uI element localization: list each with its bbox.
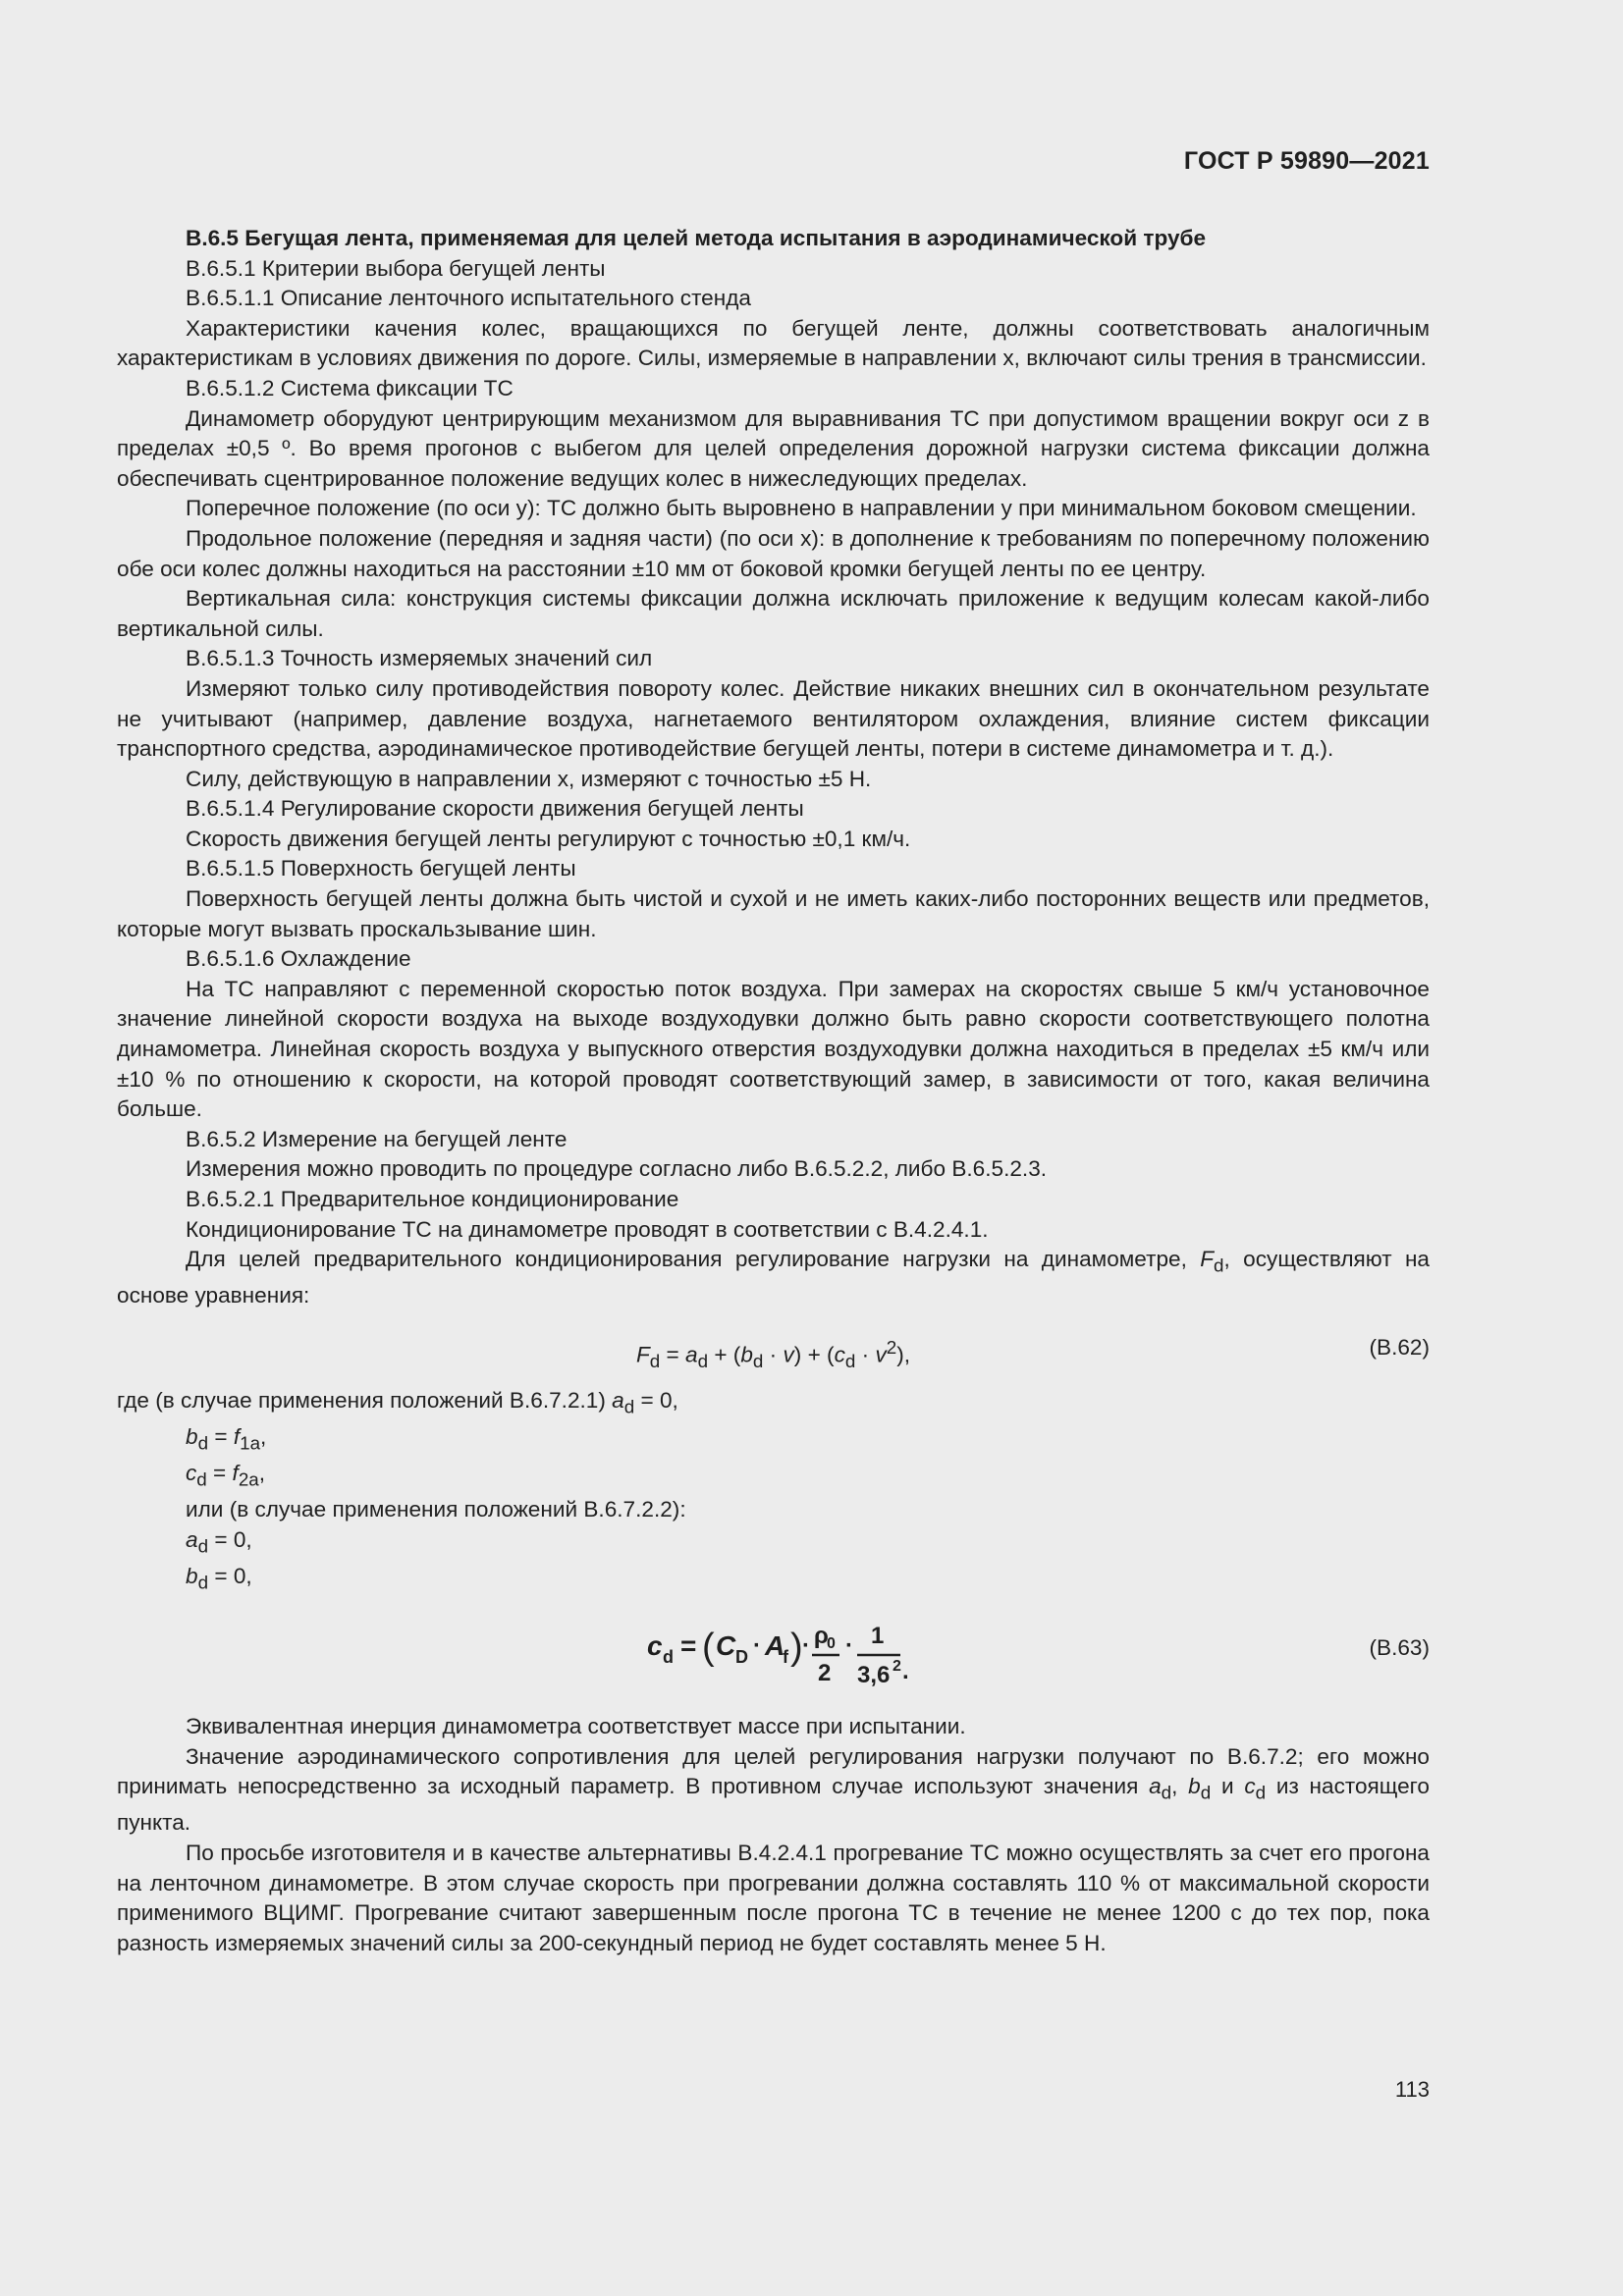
aero-paragraph: Значение аэродинамического сопротивления для целей регулирования нагрузки получают по В.6.7.2; его можно принимать непосредственно за исходный параметр. В противном случае используют значения $a_d$, $b_d$ и $c_d$ из настоящего пункта. xyxy=(117,1743,1430,1836)
subsection-title: В.6.5.2 Измерение на бегущей ленте xyxy=(186,1126,568,1151)
paragraph: Эквивалентная инерция динамометра соответствует массе при испытании. xyxy=(186,1714,966,1739)
subsection-title: В.6.5.1 Критерии выбора бегущей ленты xyxy=(186,255,606,281)
equation-b62-formula: $F_d = a_d + (b_d \cdot v) + (c_d \cdot v^2)$, xyxy=(635,1336,911,1371)
svg-text:2: 2 xyxy=(893,1658,901,1676)
equation-b62-number: (В.62) xyxy=(1369,1334,1430,1360)
where-ad-zero: $a_d = 0$, xyxy=(186,1526,252,1557)
where-line: где (в случае применения положений В.6.7.2.1) $a_d = 0$, xyxy=(117,1387,678,1417)
paragraph: На ТС направляют с переменной скоростью поток воздуха. При замерах на скоростях свыше 5 км/ч установочное значение линейной скорости воздуха на выходе воздуходувки должно быть равно скорости соответствующего полотна динамометра. Линейная скорость воздуха у выпускного отверстия воздуходувки должна находиться в пределах ±5 км/ч или ±10 % по отношению к скорости, на которой проводят соответствующий замер, в зависимости от того, какая величина больше. xyxy=(117,976,1430,1122)
svg-text:ρ: ρ xyxy=(814,1623,829,1650)
page-number: 113 xyxy=(1394,2077,1430,2102)
svg-text:1: 1 xyxy=(871,1623,885,1650)
svg-text:d: d xyxy=(663,1647,674,1668)
svg-text:): ) xyxy=(790,1627,803,1669)
subsection-title: В.6.5.1.3 Точность измеряемых значений сил xyxy=(186,646,653,671)
svg-text:=: = xyxy=(680,1630,697,1662)
svg-text:c: c xyxy=(647,1630,663,1662)
paragraph: Измеряют только силу противодействия повороту колес. Действие никаких внешних сил в окончательном результате не учитывают (например, давление воздуха, нагнетаемого вентилятором охлаждения, влияние систем фиксации транспортного средства, аэродинамическое противодействие бегущей ленты, потери в системе динамометра и т. д.). xyxy=(117,675,1430,762)
subsection-title: В.6.5.1.1 Описание ленточного испытательного стенда xyxy=(186,286,751,311)
where-bd: $b_d = f_{1a}$, xyxy=(186,1424,267,1454)
svg-text:(: ( xyxy=(702,1627,715,1669)
paragraph: Динамометр оборудуют центрирующим механизмом для выравнивания ТС при допустимом вращении вокруг оси z в пределах ±0,5 º. Во время прогонов с выбегом для целей определения дорожной нагрузки система фиксации должна обеспечивать сцентрированное положение ведущих колес в нижеследующих пределах. xyxy=(117,405,1430,491)
paragraph: Характеристики качения колес, вращающихся по бегущей ленте, должны соответствовать аналогичным характеристикам в условиях движения по дороге. Силы, измеряемые в направлении x, включают силы трения в трансмиссии. xyxy=(117,315,1430,371)
where-or: или (в случае применения положений В.6.7.2.2): xyxy=(186,1497,686,1522)
svg-text:2: 2 xyxy=(818,1660,832,1687)
subsection-title: В.6.5.2.1 Предварительное кондиционирование xyxy=(186,1187,679,1211)
paragraph: Поверхность бегущей ленты должна быть чистой и сухой и не иметь каких-либо посторонних веществ или предметов, которые могут вызвать проскальзывание шин. xyxy=(117,886,1430,941)
subsection-title: В.6.5.1.6 Охлаждение xyxy=(186,946,411,972)
equation-b62 xyxy=(117,1319,1430,1378)
paragraph: Кондиционирование ТС на динамометре проводят в соответствии с В.4.2.4.1. xyxy=(186,1216,989,1242)
svg-text:·: · xyxy=(802,1632,810,1660)
document-header: ГОСТ Р 59890—2021 xyxy=(1183,147,1430,175)
document-body xyxy=(117,224,1430,1958)
svg-text:·: · xyxy=(845,1632,853,1660)
subsection-title: В.6.5.1.2 Система фиксации ТС xyxy=(186,375,514,400)
paragraph: Продольное положение (передняя и задняя части) (по оси x): в дополнение к требованиям по поперечному положению обе оси колес должны находиться на расстоянии ±10 мм от боковой кромки бегущей ленты по ее центру. xyxy=(117,525,1430,581)
paragraph: Измерения можно проводить по процедуре согласно либо В.6.5.2.2, либо В.6.5.2.3. xyxy=(186,1156,1048,1182)
section-heading: В.6.5 Бегущая лента, применяемая для целей метода испытания в аэродинамической трубе xyxy=(186,226,1207,250)
text-blocks xyxy=(117,224,1430,1245)
final-paragraph: По просьбе изготовителя и в качестве альтернативы В.4.2.4.1 прогревание ТС можно осуществлять за счет его прогона на ленточном динамометре. В этом случае скорость при прогревании должна составлять 110 % от максимальной скорости применимого ВЦИМГ. Прогревание считают завершенным после прогона ТС в течение не менее 1200 с до тех пор, пока разность измеряемых значений силы за 200-секундный период не будет составлять менее 5 Н. xyxy=(117,1840,1430,1955)
equation-b63-number: (В.63) xyxy=(1369,1635,1430,1661)
svg-text:3,6: 3,6 xyxy=(857,1662,891,1689)
equation-b63 xyxy=(117,1610,1430,1698)
svg-text:D: D xyxy=(735,1647,748,1668)
svg-text:·: · xyxy=(753,1632,761,1660)
where-bd-zero: $b_d = 0$, xyxy=(186,1563,252,1593)
svg-text:.: . xyxy=(902,1658,909,1685)
svg-text:A: A xyxy=(765,1630,785,1662)
after-blocks xyxy=(117,1712,1430,1742)
svg-text:f: f xyxy=(783,1647,788,1668)
subsection-title: В.6.5.1.5 Поверхность бегущей ленты xyxy=(186,856,576,881)
subsection-title: В.6.5.1.4 Регулирование скорости движения бегущей ленты xyxy=(186,796,804,822)
paragraph: Поперечное положение (по оси y): ТС должно быть выровнено в направлении y при минимальном боковом смещении. xyxy=(186,496,1417,521)
equation-b63-formula xyxy=(647,1618,922,1696)
where-cd: $c_d = f_{2a}$, xyxy=(186,1461,266,1490)
paragraph: Скорость движения бегущей ленты регулируют с точностью ±0,1 км/ч. xyxy=(186,826,911,851)
svg-text:C: C xyxy=(716,1630,736,1662)
paragraph: Вертикальная сила: конструкция системы фиксации должна исключать приложение к ведущим колесам какой-либо вертикальной силы. xyxy=(117,586,1430,641)
svg-text:0: 0 xyxy=(827,1635,836,1653)
paragraph: Силу, действующую в направлении x, измеряют с точностью ±5 Н. xyxy=(186,766,872,791)
fd-paragraph: Для целей предварительного кондиционирования регулирование нагрузки на динамометре, $F_d$, осуществляют на основе уравнения: xyxy=(117,1247,1430,1308)
